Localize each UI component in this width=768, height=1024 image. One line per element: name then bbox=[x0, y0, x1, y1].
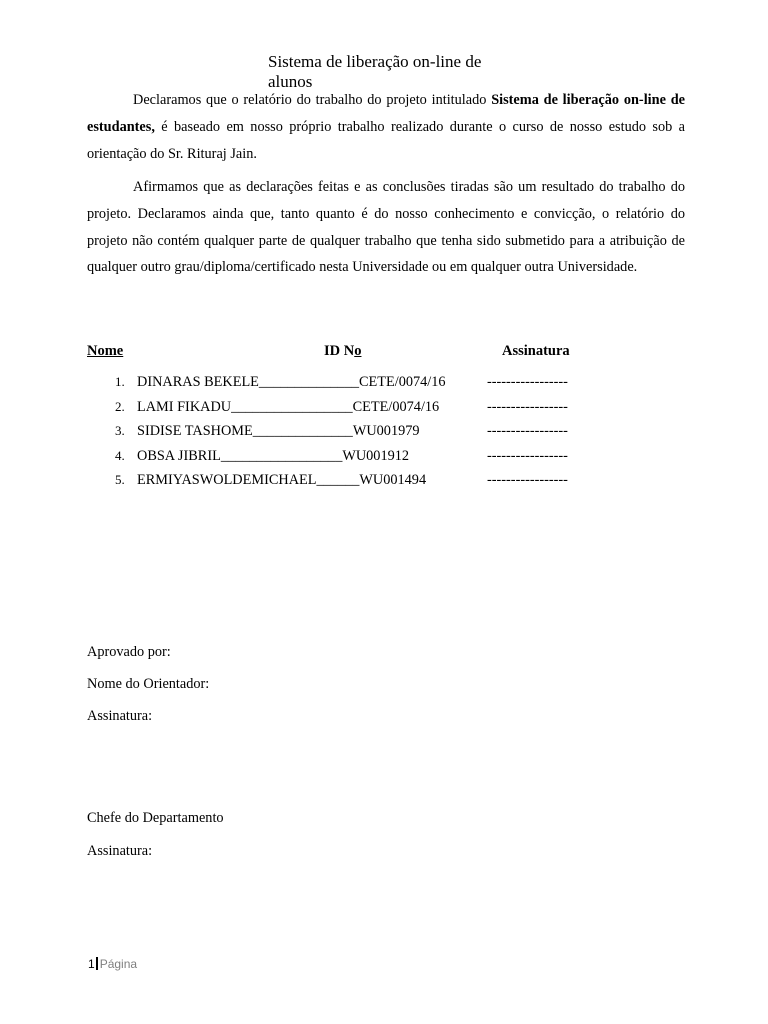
column-header-id-suffix: o bbox=[354, 343, 362, 359]
student-row bbox=[87, 444, 607, 469]
approved-by-label: Aprovado por: bbox=[87, 644, 171, 660]
page-number: 1 bbox=[88, 957, 95, 971]
declaration-paragraph bbox=[87, 87, 685, 167]
document-title: Sistema de liberação on-line de alunos bbox=[268, 52, 482, 91]
student-entry: ERMIYASWOLDEMICHAEL______WU001494 bbox=[137, 472, 427, 489]
student-row bbox=[87, 395, 607, 420]
student-signature-line: ----------------- bbox=[487, 398, 568, 415]
student-number: 2. bbox=[115, 398, 125, 414]
student-signature-line: ----------------- bbox=[487, 374, 568, 390]
column-header-id-prefix: ID N bbox=[324, 343, 355, 359]
student-number: 1. bbox=[115, 374, 125, 389]
footer-divider bbox=[96, 957, 98, 970]
advisor-signature-label: Assinatura: bbox=[87, 708, 153, 724]
student-row bbox=[87, 419, 607, 444]
student-list bbox=[87, 370, 607, 493]
student-signature-line: ----------------- bbox=[487, 472, 568, 489]
student-signature-line: ----------------- bbox=[487, 423, 568, 440]
student-number: 5. bbox=[115, 472, 125, 488]
department-head-signature-label: Assinatura: bbox=[87, 843, 153, 859]
student-entry: LAMI FIKADU_________________CETE/0074/16 bbox=[137, 398, 440, 415]
declaration-rest: é baseado em nosso próprio trabalho realizado durante o curso de nosso estudo sob a orientação do Sr. Rituraj Jain. bbox=[87, 118, 685, 162]
student-row bbox=[87, 370, 607, 395]
student-entry: OBSA JIBRIL_________________WU001912 bbox=[137, 447, 410, 464]
advisor-name-label: Nome do Orientador: bbox=[87, 676, 210, 692]
student-number: 3. bbox=[115, 423, 125, 439]
column-header-signature: Assinatura bbox=[502, 343, 570, 359]
declaration-intro: Declaramos que o relatório do trabalho do projeto intitulado bbox=[133, 92, 492, 108]
page-footer bbox=[88, 956, 137, 972]
student-entry: DINARAS BEKELE______________CETE/0074/16 bbox=[137, 374, 446, 390]
affirmation-paragraph: Afirmamos que as declarações feitas e as conclusões tiradas são um resultado do trabalho do projeto. Declaramos ainda que, tanto quanto é do nosso conhecimento e convicção, o relatório do projeto não contém qualquer parte de qualquer trabalho que tenha sido submetido para a atribuição de qualquer outro grau/diploma/certificado nesta Universidade ou em qualquer outra Universidade. bbox=[87, 179, 685, 276]
department-head-label: Chefe do Departamento bbox=[87, 810, 224, 826]
project-title-bold: Sistema de liberação on-line de estudantes, bbox=[87, 92, 686, 135]
student-signature-line: ----------------- bbox=[487, 447, 568, 464]
column-header-id bbox=[324, 340, 361, 362]
student-entry: SIDISE TASHOME______________WU001979 bbox=[137, 423, 420, 440]
column-header-name: Nome bbox=[87, 343, 124, 359]
page-label: Página bbox=[99, 957, 138, 971]
student-row bbox=[87, 468, 607, 493]
student-number: 4. bbox=[115, 447, 125, 463]
